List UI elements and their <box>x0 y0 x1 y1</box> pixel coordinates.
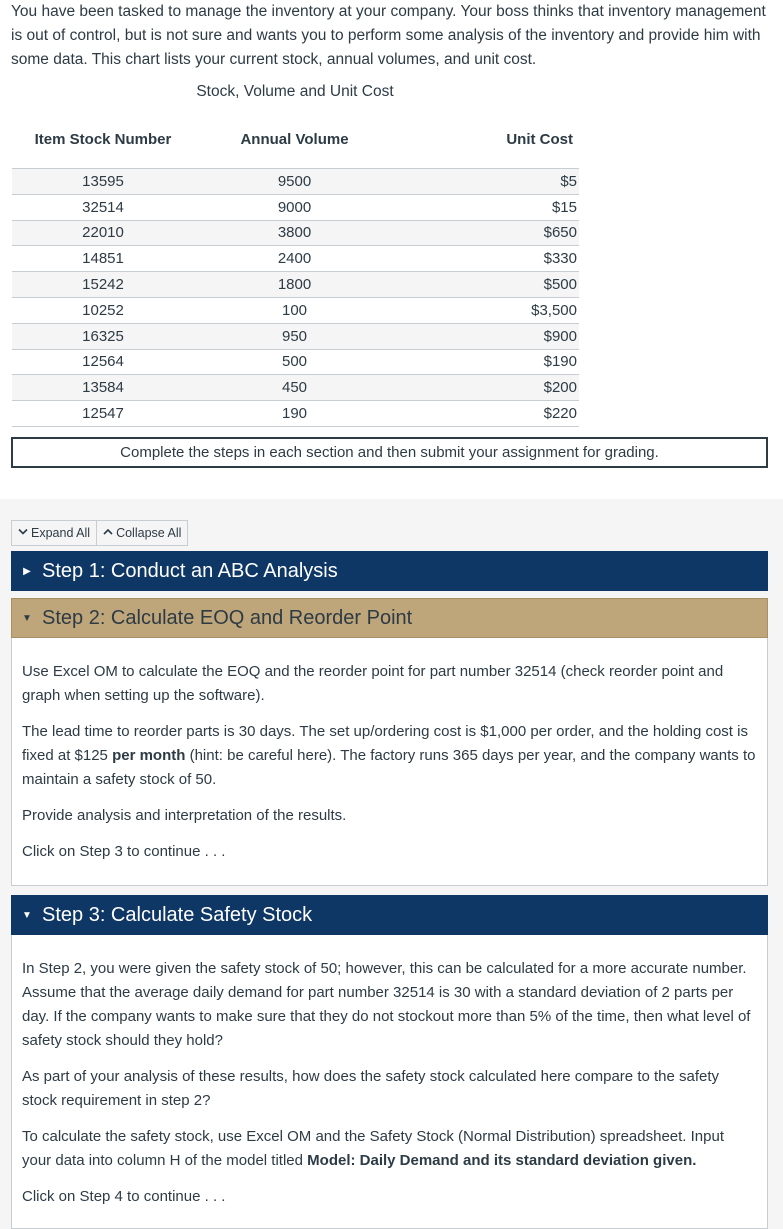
caret-right-icon: ▶ <box>23 565 31 577</box>
expand-all-button[interactable] <box>11 520 97 546</box>
step2-paragraph-2: The lead time to reorder parts is 30 days. The set up/ordering cost is $1,000 per order, and the holding cost is fixed at $125 per month (hint: be careful here). The factory runs 365 days per year, and the company wants to maintain a safety stock of 50. <box>22 723 756 788</box>
step2-continue-text: Click on Step 3 to continue . . . <box>22 843 226 860</box>
cell-annual-volume: 190 <box>194 401 395 427</box>
table-caption: Stock, Volume and Unit Cost <box>196 83 394 100</box>
intro-text: You have been tasked to manage the inventory at your company. Your boss thinks that inventory management is out of control, but is not sure and wants you to perform some analysis of the inventory and provide him with some data. This chart lists your current stock, annual volumes, and unit cost. <box>11 3 766 68</box>
table-row <box>12 323 579 349</box>
instructions-note: Complete the steps in each section and then submit your assignment for grading. <box>11 437 768 468</box>
step3-paragraph-3: To calculate the safety stock, use Excel OM and the Safety Stock (Normal Distribution) spreadsheet. Input your data into column H of the model titled Model: Daily Demand and its standard deviation given. <box>22 1128 724 1169</box>
cell-unit-cost: $650 <box>395 220 579 246</box>
expand-all-label: Expand All <box>31 526 91 540</box>
cell-unit-cost: $900 <box>395 323 579 349</box>
chevron-up-icon <box>103 528 113 539</box>
table-row <box>12 375 579 401</box>
cell-item-stock-number: 14851 <box>12 246 194 272</box>
cell-annual-volume: 3800 <box>194 220 395 246</box>
collapse-all-label: Collapse All <box>116 526 182 540</box>
cell-annual-volume: 450 <box>194 375 395 401</box>
caret-down-icon: ▼ <box>22 909 32 921</box>
cell-unit-cost: $330 <box>395 246 579 272</box>
cell-unit-cost: $500 <box>395 272 579 298</box>
cell-item-stock-number: 10252 <box>12 297 194 323</box>
table-row <box>12 272 579 298</box>
cell-annual-volume: 1800 <box>194 272 395 298</box>
step1-header[interactable] <box>11 551 768 591</box>
header-annual-volume: Annual Volume <box>240 130 349 148</box>
step2-title: Step 2: Calculate EOQ and Reorder Point <box>42 606 413 629</box>
step3-paragraph-1: In Step 2, you were given the safety stock of 50; however, this can be calculated for a more accurate number. Assume that the average daily demand for part number 32514 is 30 with a standard deviation of 2 parts per day. If the company wants to make sure that they do not stockout more than 5% of the time, then what level of safety stock should they hold? <box>22 960 751 1049</box>
cell-item-stock-number: 12547 <box>12 401 194 427</box>
table-row <box>12 297 579 323</box>
cell-unit-cost: $200 <box>395 375 579 401</box>
expand-collapse-controls <box>11 520 188 546</box>
header-unit-cost: Unit Cost <box>506 130 573 148</box>
cell-unit-cost: $3,500 <box>395 297 579 323</box>
cell-item-stock-number: 16325 <box>12 323 194 349</box>
cell-annual-volume: 100 <box>194 297 395 323</box>
cell-annual-volume: 500 <box>194 349 395 375</box>
table-row <box>12 194 579 220</box>
caret-down-icon: ▼ <box>22 612 32 624</box>
cell-annual-volume: 950 <box>194 323 395 349</box>
step2-header[interactable] <box>11 598 768 638</box>
chevron-down-icon <box>18 528 28 539</box>
cell-annual-volume: 9500 <box>194 169 395 195</box>
step2-paragraph-3: Provide analysis and interpretation of the results. <box>22 807 347 824</box>
table-row <box>12 220 579 246</box>
table-row <box>12 246 579 272</box>
cell-item-stock-number: 13595 <box>12 169 194 195</box>
cell-item-stock-number: 13584 <box>12 375 194 401</box>
cell-annual-volume: 9000 <box>194 194 395 220</box>
cell-unit-cost: $5 <box>395 169 579 195</box>
table-row <box>12 349 579 375</box>
step3-header[interactable] <box>11 895 768 935</box>
collapse-all-button[interactable] <box>97 520 188 546</box>
table-row <box>12 169 579 195</box>
cell-item-stock-number: 12564 <box>12 349 194 375</box>
stock-table <box>12 122 579 427</box>
cell-item-stock-number: 22010 <box>12 220 194 246</box>
step3-continue-text: Click on Step 4 to continue . . . <box>22 1188 226 1205</box>
step3-title: Step 3: Calculate Safety Stock <box>42 903 313 926</box>
header-item-stock-number: Item Stock Number <box>34 130 172 148</box>
step1-title: Step 1: Conduct an ABC Analysis <box>42 559 338 582</box>
step3-content <box>11 935 768 1229</box>
table-row <box>12 401 579 427</box>
cell-unit-cost: $15 <box>395 194 579 220</box>
cell-item-stock-number: 15242 <box>12 272 194 298</box>
cell-unit-cost: $190 <box>395 349 579 375</box>
step2-content <box>11 638 768 886</box>
cell-unit-cost: $220 <box>395 401 579 427</box>
cell-annual-volume: 2400 <box>194 246 395 272</box>
step2-paragraph-1: Use Excel OM to calculate the EOQ and the reorder point for part number 32514 (check reorder point and graph when setting up the software). <box>22 663 724 704</box>
cell-item-stock-number: 32514 <box>12 194 194 220</box>
step3-paragraph-2: As part of your analysis of these results, how does the safety stock calculated here compare to the safety stock requirement in step 2? <box>22 1068 720 1109</box>
